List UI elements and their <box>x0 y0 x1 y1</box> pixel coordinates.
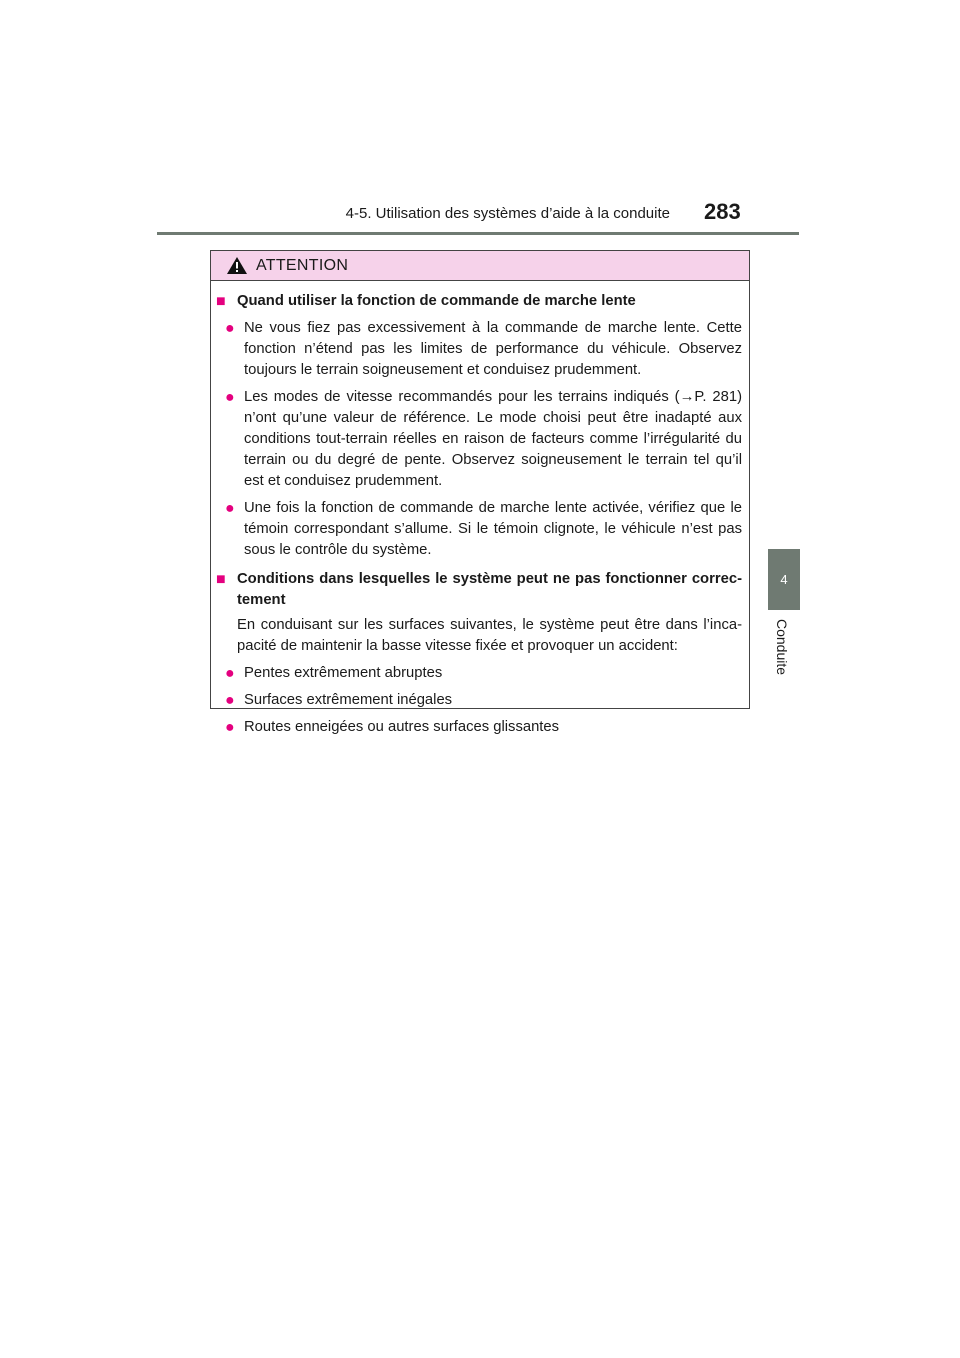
section-heading <box>216 291 742 312</box>
heading-text: Conditions dans lesquelles le système peut ne pas fonctionner correc-tement <box>237 571 742 608</box>
heading-text: Quand utiliser la fonction de commande de marche lente <box>237 293 636 309</box>
chapter-number: 4 <box>780 572 788 587</box>
list-item <box>225 663 742 684</box>
bullet-icon: ● <box>225 500 235 517</box>
list-item-text: Pentes extrêmement abruptes <box>244 665 443 681</box>
header-divider <box>157 232 799 235</box>
list-item-text: Routes enneigées ou autres surfaces glissantes <box>244 719 560 735</box>
list-item <box>225 318 742 381</box>
square-bullet-icon: ■ <box>216 293 226 310</box>
list-item <box>225 690 742 711</box>
bullet-icon: ● <box>225 692 235 709</box>
list-item-text: Surfaces extrêmement inégales <box>244 692 453 708</box>
chapter-tab <box>768 549 800 610</box>
list-item <box>225 387 742 492</box>
section-heading <box>216 569 742 611</box>
section-title: 4-5. Utilisation des systèmes d’aide à la conduite <box>345 205 670 222</box>
bullet-icon: ● <box>225 665 235 682</box>
list-item-text: Une fois la fonction de commande de marche lente activée, vérifiez que le témoin correspondant s’allume. Si le témoin clignote, le véhicule n’est pas sous le contrôle du système. <box>244 500 742 558</box>
caution-header <box>211 251 749 281</box>
warning-triangle-icon <box>226 256 248 275</box>
list-item-text: Ne vous fiez pas excessivement à la commande de marche lente. Cette fonction n’étend pas les limites de performance du véhicule. Observez toujours le terrain soigneusement et conduisez prudemment. <box>244 320 742 378</box>
caution-title: ATTENTION <box>256 256 349 274</box>
section-paragraph: En conduisant sur les surfaces suivantes, le système peut être dans l’inca-pacité de maintenir la basse vitesse fixée et provoquer un accident: <box>237 617 742 654</box>
page-number: 283 <box>704 199 741 224</box>
caution-box <box>210 250 750 736</box>
chapter-label: Conduite <box>774 619 790 676</box>
caution-body <box>211 281 749 738</box>
list-item <box>225 498 742 561</box>
square-bullet-icon: ■ <box>216 571 226 588</box>
list-item-text: Les modes de vitesse recommandés pour les terrains indiqués (→P. 281) n’ont qu’une valeur de référence. Le mode choisi peut être inadapté aux conditions tout-terrain réelles en raison de facteurs comme l’irrégularité du terrain ou du degré de pente. Observez soigneusement le terrain tel qu’il est et conduisez prudemment. <box>244 389 742 489</box>
list-item <box>225 717 742 738</box>
bullet-icon: ● <box>225 320 235 337</box>
bullet-icon: ● <box>225 719 235 736</box>
bullet-icon: ● <box>225 389 235 406</box>
